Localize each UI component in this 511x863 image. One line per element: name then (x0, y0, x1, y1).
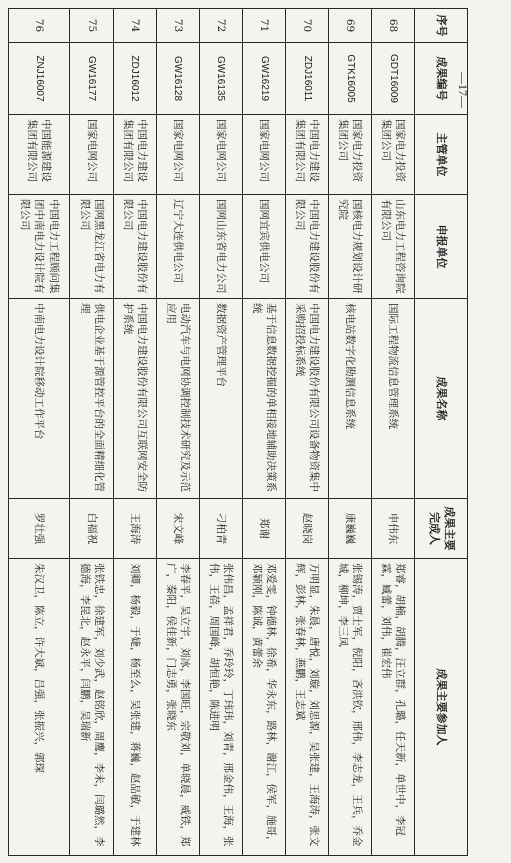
table-container (8, 8, 468, 855)
cell-code: GW16135 (199, 43, 242, 115)
cell-code: GTK16005 (328, 43, 371, 115)
cell-name: 中南电力设计院移动工作平台 (9, 299, 71, 499)
cell-index: 73 (156, 9, 199, 43)
cell-participants: 郑睿，胡楠，胡腾，汪立群，孔璐，任天新，单世中，李冠霖，臧蕾，刘伟，崔宏伟 (371, 559, 414, 856)
cell-index: 71 (242, 9, 285, 43)
table-row (113, 9, 156, 856)
cell-applicant: 山东电力工程咨询院有限公司 (371, 195, 414, 299)
cell-supervisor: 国家电网公司 (70, 115, 113, 195)
cell-participants: 李春平，吴立宇，刘冰，李国旺，宗敬刘，单晓晨，威铁，郑广，秦阳，侯佳新，门志勇，张晓东 (156, 559, 199, 856)
cell-name: 中国电力建设股份有限公司互联网安全防护系统 (113, 299, 156, 499)
cell-lead: 王海涛 (113, 499, 156, 559)
cell-supervisor: 中国电力建设集团有限公司 (285, 115, 328, 195)
table-row (371, 9, 414, 856)
cell-applicant: 辽宁大连供电公司 (156, 195, 199, 299)
cell-participants: 万明显，朱晨，唐悦，刘璇，刘思源，吴张建，王海涛，张文辉，彭林，张春林，燕鹏，王志斌 (285, 559, 328, 856)
table-row (9, 9, 71, 856)
cell-applicant: 国网宜宾供电公司 (242, 195, 285, 299)
cell-code: GW16219 (242, 43, 285, 115)
cell-code: GDT16009 (371, 43, 414, 115)
cell-index: 74 (113, 9, 156, 43)
header-lead: 成果主要完成人 (415, 499, 468, 559)
header-code: 成果编号 (415, 43, 468, 115)
cell-lead: 赵晓岗 (285, 499, 328, 559)
table-row (156, 9, 199, 856)
cell-index: 72 (199, 9, 242, 43)
table-row (328, 9, 371, 856)
cell-lead: 宋文峰 (156, 499, 199, 559)
cell-participants: 邓爱雯，钟德林，徐希，华永东，路林，谢江，侯军，施哥，邓颖刚，陈诚，黄蕾余 (242, 559, 285, 856)
cell-supervisor: 国家电网公司 (156, 115, 199, 195)
cell-index: 76 (9, 9, 71, 43)
cell-participants: 朱汉卫，陈立，许大斌，吕强，张振兴，郭琛 (9, 559, 71, 856)
cell-name: 国际工程物流信息管理系统 (371, 299, 414, 499)
cell-name: 核电站数字化勘测信息系统 (328, 299, 371, 499)
header-supervisor: 主管单位 (415, 115, 468, 195)
cell-participants: 张锡涛，贾士军，倪阳，吝洪钦，邢伟，李志龙，王兵，乔金城，柳坤，李三凤 (328, 559, 371, 856)
cell-applicant: 中国电力建设股份有限公司 (113, 195, 156, 299)
cell-lead: 刁柏青 (199, 499, 242, 559)
cell-code: ZDJ16011 (285, 43, 328, 115)
cell-code: GW16128 (156, 43, 199, 115)
header-index: 序号 (415, 9, 468, 43)
cell-participants: 刘卿，杨毅，于婕，杨至么，吴张建，蒋巍，赵品敏，于建林 (113, 559, 156, 856)
cell-lead: 白福祝 (70, 499, 113, 559)
cell-lead: 罗壮强 (9, 499, 71, 559)
achievements-table (8, 8, 468, 856)
table-row (70, 9, 113, 856)
cell-code: ZNJ16007 (9, 43, 71, 115)
cell-code: ZDJ16012 (113, 43, 156, 115)
cell-index: 68 (371, 9, 414, 43)
cell-lead: 申伟东 (371, 499, 414, 559)
cell-lead: 康巍巍 (328, 499, 371, 559)
cell-applicant: 中国电力建设股份有限公司 (285, 195, 328, 299)
cell-participants: 张伟昌，孟祥君，乔玲玲，丁玮玮，刘青，邢金伟，王海，张伟，王蓓，周国峰，胡恒艳，陈进明 (199, 559, 242, 856)
cell-index: 70 (285, 9, 328, 43)
cell-applicant: 国核电力规划设计研究院 (328, 195, 371, 299)
header-participants: 成果主要参加人 (415, 559, 468, 856)
cell-applicant: 国网黑龙江省电力有限公司 (70, 195, 113, 299)
cell-name: 数据资产管理平台 (199, 299, 242, 499)
header-applicant: 申报单位 (415, 195, 468, 299)
cell-supervisor: 国家电网公司 (199, 115, 242, 195)
cell-supervisor: 中国能源建设集团有限公司 (9, 115, 71, 195)
table-row (285, 9, 328, 856)
page-number: —17— (456, 72, 470, 108)
cell-applicant: 国网山东省电力公司 (199, 195, 242, 299)
cell-name: 电动汽车与电网协调控制技术研究及示范应用 (156, 299, 199, 499)
cell-name: 基于信息数据挖掘的单相接地辅助决策系统 (242, 299, 285, 499)
cell-applicant: 中国电力工程顾问集团中南电力设计院有限公司 (9, 195, 71, 299)
cell-supervisor: 国家电力投资集团公司 (371, 115, 414, 195)
cell-index: 75 (70, 9, 113, 43)
table-row (199, 9, 242, 856)
table-header-row (415, 9, 468, 856)
header-name: 成果名称 (415, 299, 468, 499)
cell-name: 供电企业基于源管控平台的全面精细化管理 (70, 299, 113, 499)
cell-supervisor: 国家电力投资集团公司 (328, 115, 371, 195)
cell-lead: 郑谢 (242, 499, 285, 559)
cell-participants: 张铁忠，徐建军，刘少武，赵铭欣，周鹰，李未，闫璐然，李德海，李昆北，赵永平，闫鹏，吴瑞新 (70, 559, 113, 856)
cell-supervisor: 中国电力建设集团有限公司 (113, 115, 156, 195)
cell-code: GW16177 (70, 43, 113, 115)
table-row (242, 9, 285, 856)
cell-supervisor: 国家电网公司 (242, 115, 285, 195)
cell-name: 中国电力建设股份有限公司设备物资集中采购招投标系统 (285, 299, 328, 499)
cell-index: 69 (328, 9, 371, 43)
